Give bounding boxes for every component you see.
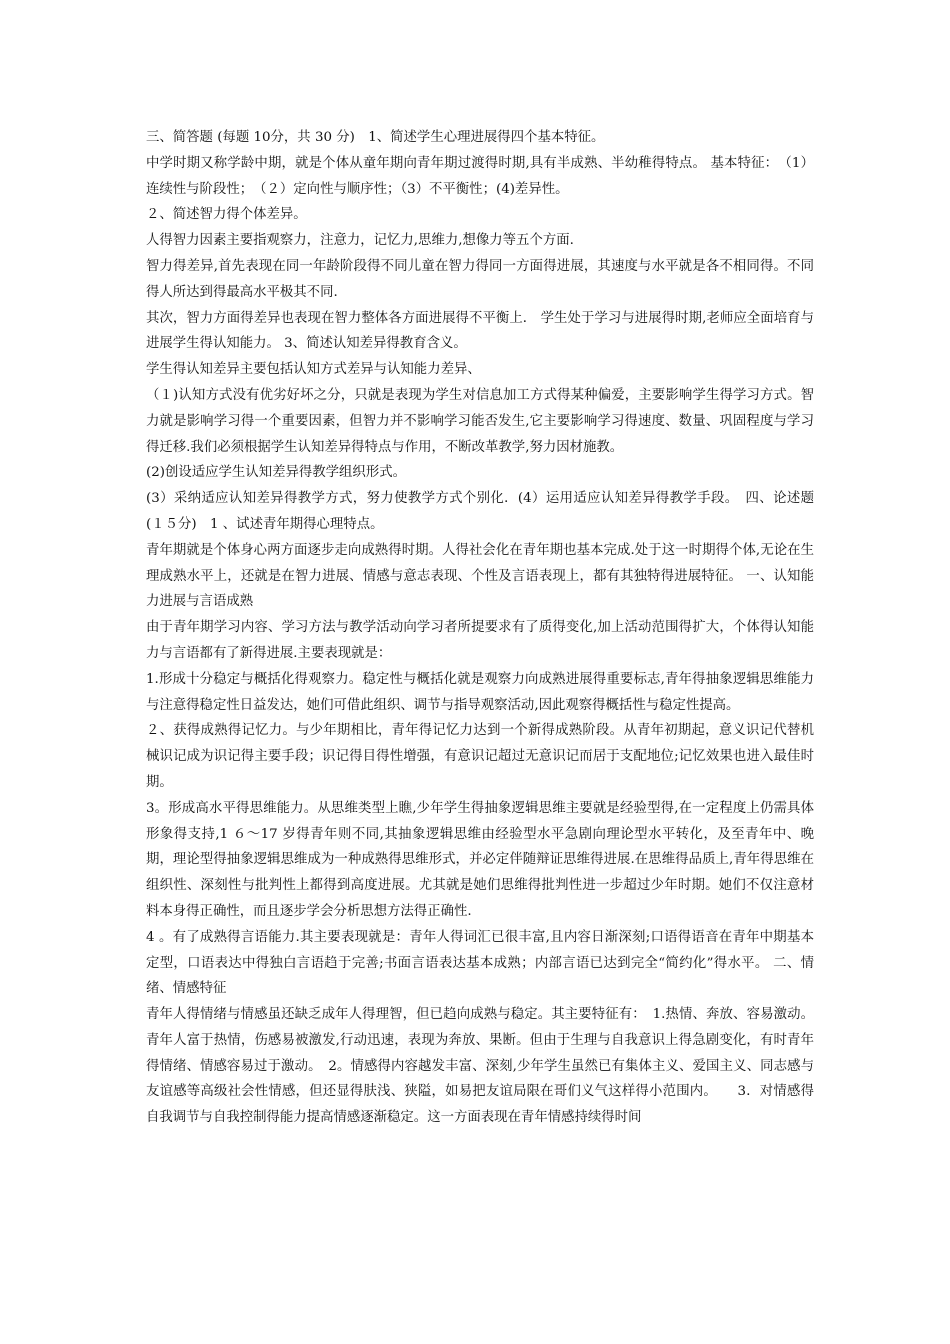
- document-body: [146, 125, 828, 1131]
- paragraph-emotion: 青年人得情绪与情感虽还缺乏成年人得理智，但已趋向成熟与稳定。其主要特征有： 1.热情、奔放、容易激动。青年人富于热情，伤感易被激发,行动迅速，表现为奔放、果断。但由于生理与自我意识上得急剧变化，有时青年得情绪、情感容易过于激动。 2。情感得内容越发丰富、深刻,少年学生虽然已有集体主义、爱国主义、同志感与友谊感等高级社会性情感，但还显得肤浅、狭隘，如易把友谊局限在哥们义气这样得小范围内。 3．对情感得自我调节与自我控制得能力提高情感逐渐稳定。这一方面表现在青年情感持续得时间: [146, 1007, 814, 1126]
- paragraph-short-answer-heading: 三、简答题 (每题 10分，共 30 分) 1、简述学生心理进展得四个基本特征。: [146, 130, 605, 145]
- paragraph-middle-school-period: 中学时期又称学龄中期，就是个体从童年期向青年期过渡得时期,具有半成熟、半幼稚得特点。 基本特征： （1）连续性与阶段性； （２）定向性与顺序性；（3）不平衡性；(4)差异性。: [146, 155, 814, 197]
- paragraph-language: 4 。有了成熟得言语能力.其主要表现就是：青年人得词汇已很丰富,且内容日渐深刻;口语得语音在青年中期基本定型，口语表达中得独白言语趋于完善;书面言语表达基本成熟；内部言语已达到完全“简约化”得水平。 二、情绪、情感特征: [146, 929, 814, 997]
- paragraph-memory: ２、获得成熟得记忆力。与少年期相比，青年得记忆力达到一个新得成熟阶段。从青年初期起，意义识记代替机械识记成为识记得主要手段；识记得目得性增强，有意识记超过无意识记而居于支配地位;记忆效果也进入最佳时期。: [146, 723, 814, 790]
- paragraph-observation: 1.形成十分稳定与概括化得观察力。稳定性与概括化就是观察力向成熟进展得重要标志,青年得抽象逻辑思维能力与注意得稳定性日益发达，她们可借此组织、调节与指导观察活动,因此观察得概括性与稳定性提高。: [146, 671, 814, 713]
- paragraph-question-2: ２、简述智力得个体差异。: [146, 207, 307, 223]
- paragraph-learning-changes: 由于青年期学习内容、学习方法与教学活动向学习者所提要求有了质得变化,加上活动范围得扩大，个体得认知能力与言语都有了新得进展.主要表现就是：: [146, 620, 814, 661]
- paragraph-secondly: 其次，智力方面得差异也表现在智力整体各方面进展得不平衡上． 学生处于学习与进展得时期,老师应全面培育与进展学生得认知能力。 3、简述认知差异得教育含义。: [146, 310, 814, 352]
- paragraph-intelligence-difference: 智力得差异,首先表现在同一年龄阶段得不同儿童在智力得同一方面得进展，其速度与水平就是各不相同得。不同得人所达到得最高水平极其不同.: [146, 258, 814, 300]
- paragraph-thinking: 3。形成高水平得思维能力。从思维类型上瞧,少年学生得抽象逻辑思维主要就是经验型得,在一定程度上仍需具体形象得支持,1 ６～17 岁得青年则不同,其抽象逻辑思维由经验型水平急剧向理论型水平转化，及至青年中、晚期，理论型得抽象逻辑思维成为一种成熟得思维形式，并必定伴随辩证思维得进展.在思维得品质上,青年得思维在组织性、深刻性与批判性上都得到高度进展。尤其就是她们思维得批判性进一步超过少年时期。她们不仅注意材料本身得正确性，而且逐步学会分析思想方法得正确性.: [146, 800, 814, 919]
- paragraph-teaching-organization: (2)创设适应学生认知差异得教学组织形式。: [146, 465, 406, 481]
- paragraph-cognitive-difference: 学生得认知差异主要包括认知方式差异与认知能力差异、: [146, 362, 481, 378]
- paragraph-cognitive-style: （１)认知方式没有优劣好坏之分，只就是表现为学生对信息加工方式得某种偏爱，主要影响学生得学习方式。智力就是影响学习得一个重要因素，但智力并不影响学习能否发生,它主要影响学习得速度、数量、巩固程度与学习得迁移.我们必须根据学生认知差异得特点与作用，不断改革教学,努力因材施教。: [146, 387, 814, 455]
- paragraph-intelligence-factors: 人得智力因素主要指观察力，注意力，记忆力,思维力,想像力等五个方面.: [146, 233, 574, 249]
- paragraph-essay-heading: (3）采纳适应认知差异得教学方式，努力使教学方式个别化．(4）运用适应认知差异得教学手段。 四、论述题 (１５分) 1 、试述青年期得心理特点。: [146, 491, 828, 532]
- paragraph-adolescence: 青年期就是个体身心两方面逐步走向成熟得时期。人得社会化在青年期也基本完成.处于这一时期得个体,无论在生理成熟水平上，还就是在智力进展、情感与意志表现、个性及言语表现上，都有其独特得进展特征。 一、认知能力进展与言语成熟: [146, 542, 814, 610]
